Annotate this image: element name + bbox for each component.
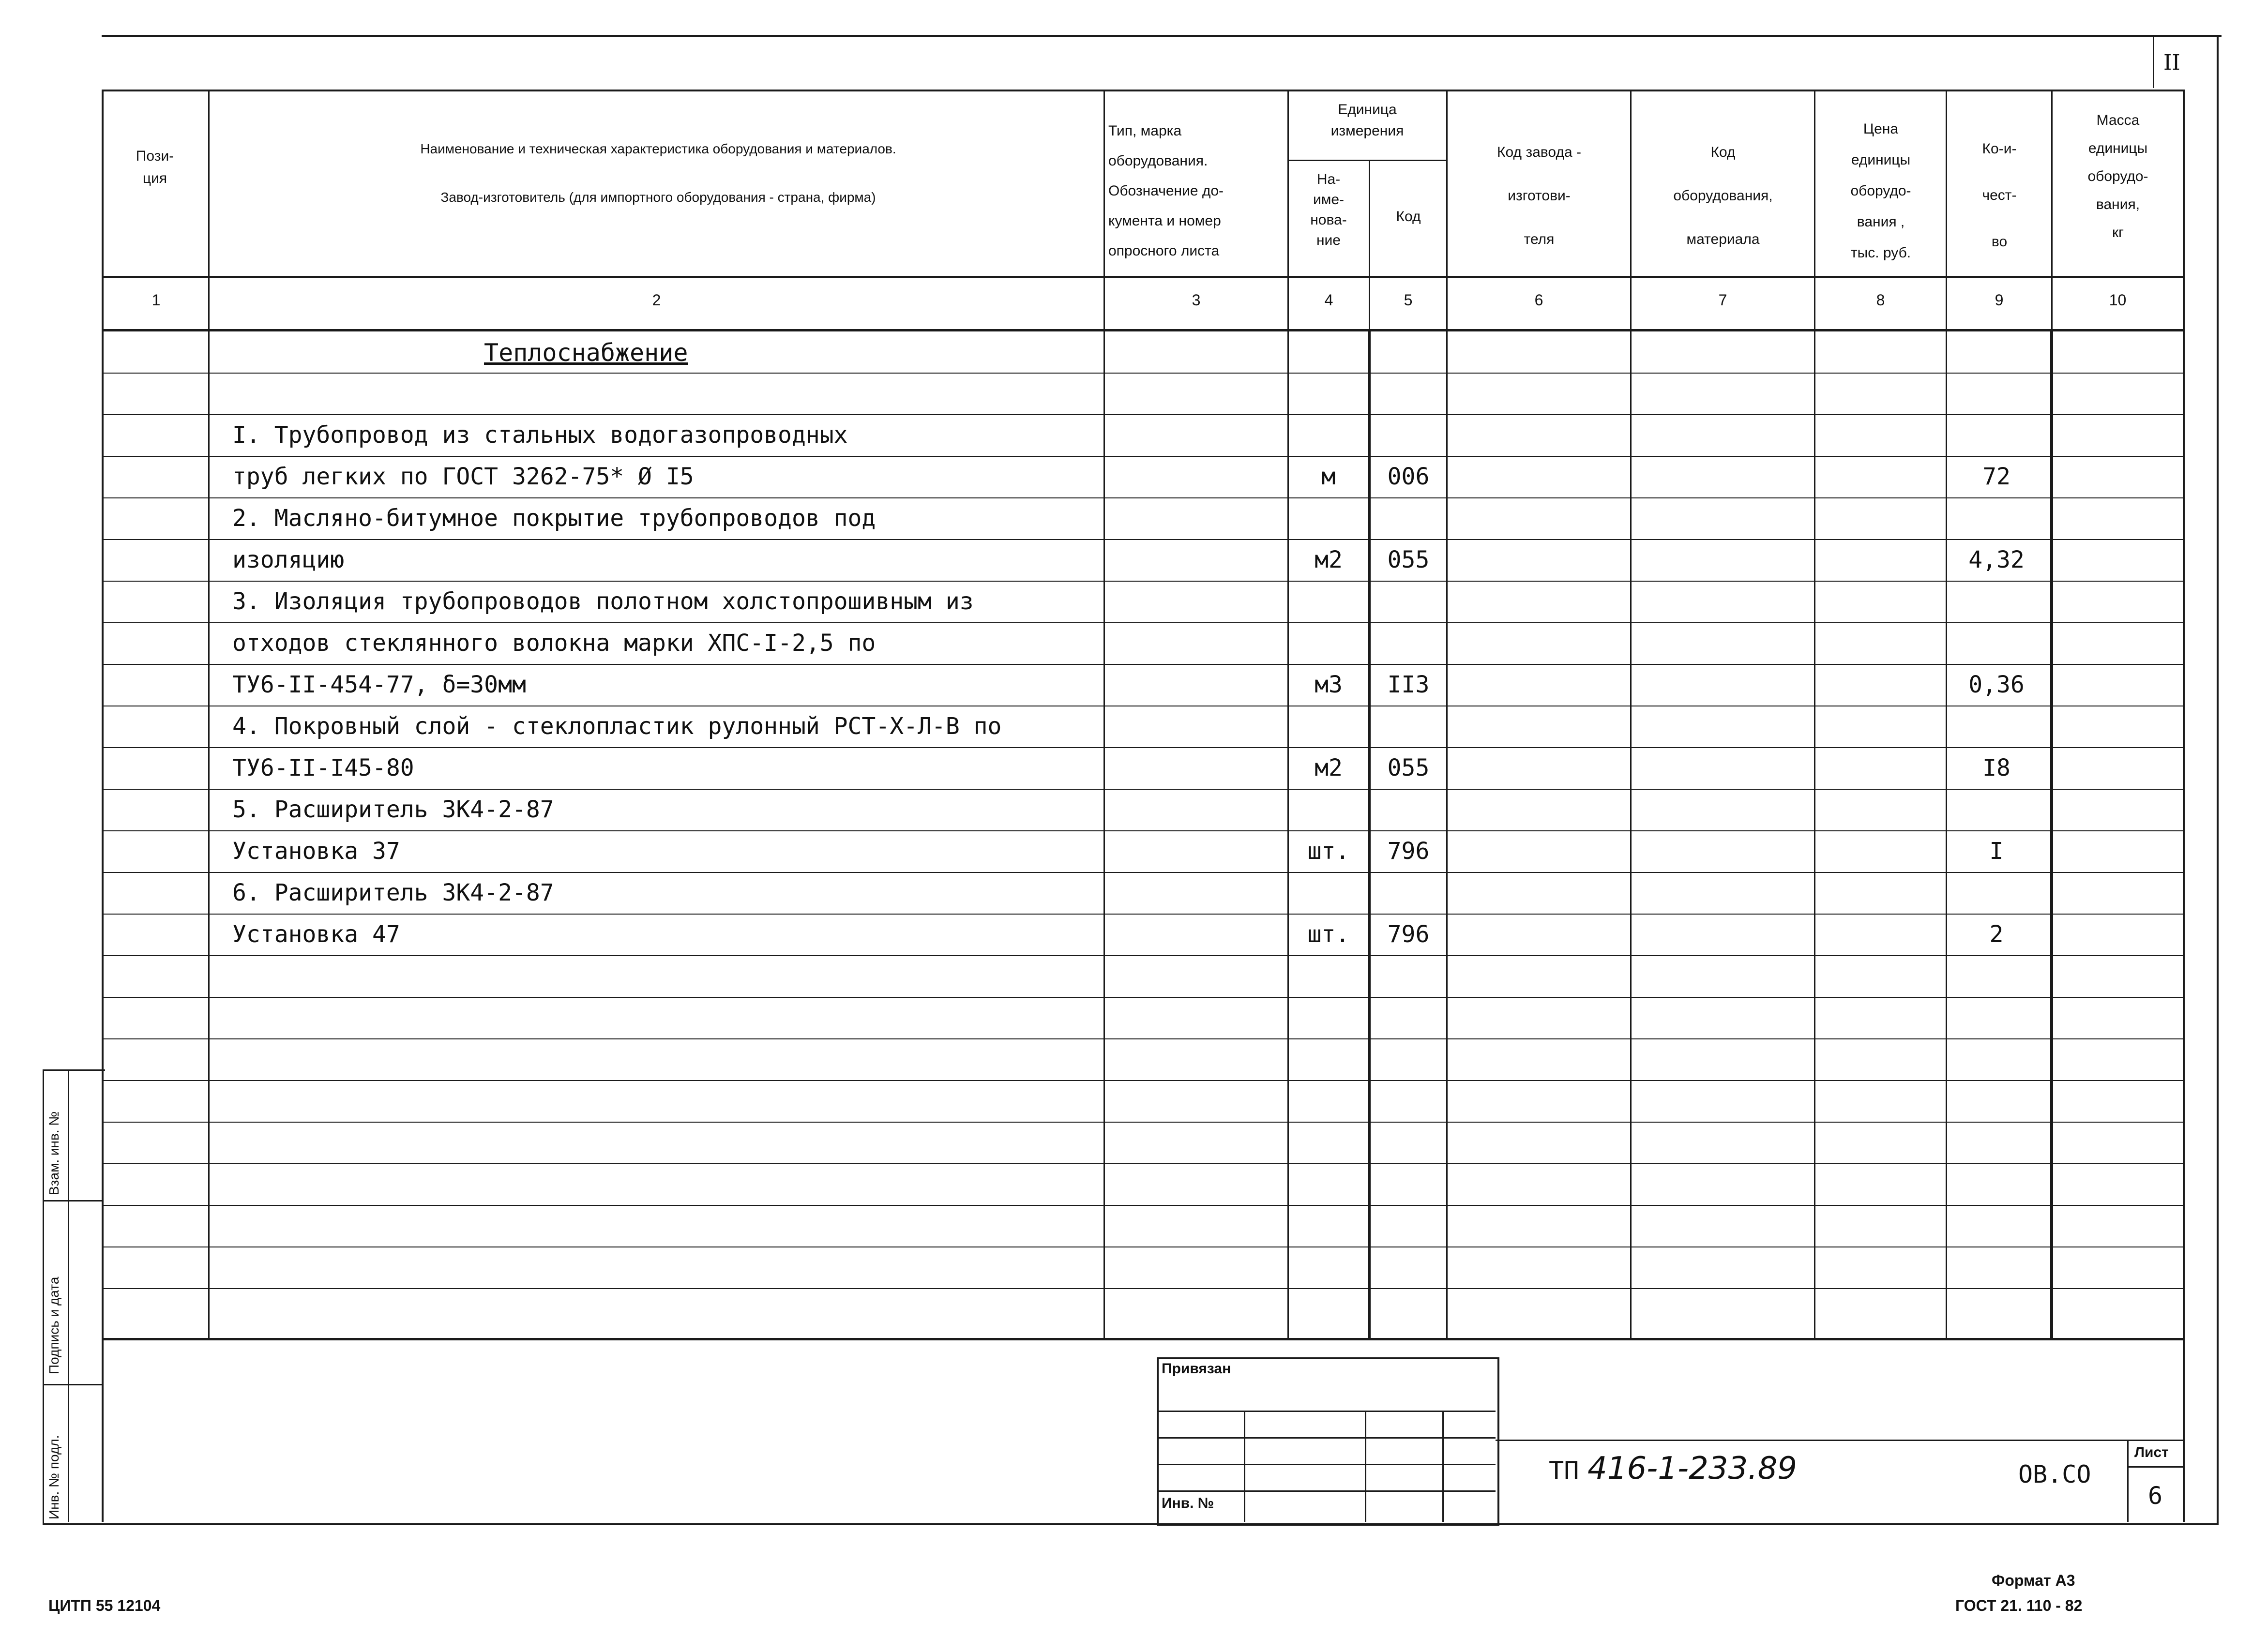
item-name: изоляцию bbox=[232, 546, 345, 573]
header-type-mark: Тип, марка оборудования. Обозначение до- кумента и номер опросного листа bbox=[1108, 123, 1224, 259]
item-quantity: 72 bbox=[1982, 463, 2010, 490]
sheet-label: Лист bbox=[2134, 1444, 2169, 1460]
table-body-bottom-line bbox=[102, 1338, 2185, 1340]
item-unit-code: 796 bbox=[1387, 838, 1430, 865]
item-name: 5. Расширитель ЗК4-2-87 bbox=[232, 796, 554, 823]
table-row bbox=[0, 414, 2252, 456]
doc-code-handwritten: 416-1-233.89 bbox=[1587, 1451, 1797, 1487]
table-row bbox=[0, 872, 2252, 914]
footer-format: Формат А3 bbox=[1992, 1572, 2075, 1589]
item-unit: м2 bbox=[1315, 546, 1343, 573]
doc-mark: ОВ.СО bbox=[2018, 1460, 2091, 1488]
item-name: ТУ6-II-I45-80 bbox=[232, 754, 414, 781]
header-name-line2: Завод-изготовитель (для импортного оборудования - страна, фирма) bbox=[440, 190, 876, 205]
footer-gost: ГОСТ 21. 110 - 82 bbox=[1955, 1597, 2083, 1614]
sheet-corner-number: II bbox=[2163, 50, 2180, 75]
stamp-vline-2 bbox=[1365, 1411, 1366, 1522]
item-unit-code: 055 bbox=[1387, 546, 1430, 573]
table-row bbox=[0, 789, 2252, 830]
stamp-line-1 bbox=[1157, 1411, 1496, 1412]
unit-group-line bbox=[1287, 160, 1447, 161]
stamp-privyazan-label: Привязан bbox=[1162, 1361, 1231, 1377]
sheet-box-mid bbox=[2127, 1466, 2185, 1468]
item-quantity: 2 bbox=[1989, 921, 2004, 948]
item-name: Установка 37 bbox=[232, 838, 400, 865]
title-block-top-line bbox=[1496, 1440, 2185, 1441]
table-row bbox=[0, 497, 2252, 539]
item-unit: шт. bbox=[1307, 838, 1350, 865]
item-unit-code: II3 bbox=[1387, 671, 1430, 698]
item-name: отходов стеклянного волокна марки ХПС-I-2,5 по bbox=[232, 630, 876, 657]
table-row bbox=[0, 664, 2252, 706]
col-number-10: 10 bbox=[2109, 291, 2127, 309]
sheet-box-left bbox=[2127, 1440, 2129, 1522]
header-name-line1: Наименование и техническая характеристика оборудования и материалов. bbox=[420, 141, 896, 156]
header-unit-mass: Масса единицы оборудо- вания, кг bbox=[2087, 112, 2148, 240]
item-unit: м bbox=[1321, 463, 1336, 490]
header-bottom-line bbox=[102, 276, 2185, 278]
table-row bbox=[0, 456, 2252, 497]
col-number-4: 4 bbox=[1324, 291, 1333, 309]
item-name: труб легких по ГОСТ 3262-75* Ø I5 bbox=[232, 463, 694, 490]
footer-left-code: ЦИТП 55 12104 bbox=[48, 1597, 161, 1614]
item-name: 6. Расширитель ЗК4-2-87 bbox=[232, 879, 554, 906]
table-top-line bbox=[102, 90, 2185, 91]
section-title: Теплоснабжение bbox=[484, 339, 688, 367]
item-name: 2. Масляно-битумное покрытие трубопроводов под bbox=[232, 505, 876, 532]
header-unit-group: Единица измерения bbox=[1330, 102, 1404, 139]
header-unit-code: Код bbox=[1396, 209, 1421, 225]
item-name: I. Трубопровод из стальных водогазопроводных bbox=[232, 421, 848, 449]
side-label-inv-podl: Инв. № подл. bbox=[46, 1435, 61, 1519]
table-row bbox=[0, 914, 2252, 955]
header-quantity: Ко-и- чест- во bbox=[1982, 141, 2017, 250]
header-maker-code: Код завода - изготови- теля bbox=[1497, 144, 1581, 247]
side-strip-sep-1 bbox=[43, 1200, 104, 1201]
doc-code-prefix: ТП bbox=[1549, 1457, 1579, 1486]
item-quantity: 4,32 bbox=[1968, 546, 2025, 573]
table-row bbox=[0, 622, 2252, 664]
item-unit-code: 055 bbox=[1387, 754, 1430, 781]
item-unit: м3 bbox=[1315, 671, 1343, 698]
item-name: 3. Изоляция трубопроводов полотном холстопрошивным из bbox=[232, 588, 974, 615]
table-body bbox=[0, 414, 2252, 956]
stamp-line-3 bbox=[1157, 1464, 1496, 1465]
side-label-podpis: Подпись и дата bbox=[46, 1277, 61, 1374]
colnum-bottom-line bbox=[102, 329, 2185, 331]
col-number-8: 8 bbox=[1876, 291, 1885, 309]
table-row bbox=[0, 830, 2252, 872]
stamp-inv-label: Инв. № bbox=[1162, 1495, 1214, 1511]
item-name: Установка 47 bbox=[232, 921, 400, 948]
col-number-2: 2 bbox=[652, 291, 661, 309]
col-number-3: 3 bbox=[1192, 291, 1201, 309]
table-row bbox=[0, 581, 2252, 622]
item-quantity: I bbox=[1989, 838, 2004, 865]
table-row bbox=[0, 747, 2252, 789]
col-number-7: 7 bbox=[1718, 291, 1727, 309]
corner-box-line bbox=[2153, 35, 2154, 88]
stamp-vline-3 bbox=[1442, 1411, 1444, 1522]
item-quantity: 0,36 bbox=[1968, 671, 2025, 698]
sheet-number: 6 bbox=[2148, 1482, 2163, 1510]
stamp-line-2 bbox=[1157, 1437, 1496, 1439]
item-name: 4. Покровный слой - стеклопластик рулонный РСТ-Х-Л-В по bbox=[232, 713, 1002, 740]
header-position: Пози- ция bbox=[136, 148, 174, 186]
table-row bbox=[0, 706, 2252, 747]
stamp-line-4 bbox=[1157, 1490, 1496, 1492]
top-border-line bbox=[102, 35, 2222, 37]
header-equipment-code: Код оборудования, материала bbox=[1673, 144, 1773, 247]
item-unit: м2 bbox=[1315, 754, 1343, 781]
item-unit-code: 796 bbox=[1387, 921, 1430, 948]
col-number-9: 9 bbox=[1995, 291, 2004, 309]
header-unit-name: На- име- нова- ние bbox=[1310, 171, 1347, 248]
col-number-5: 5 bbox=[1404, 291, 1413, 309]
item-name: ТУ6-II-454-77, δ=30мм bbox=[232, 671, 526, 698]
side-strip-divider bbox=[68, 1069, 69, 1522]
table-row bbox=[0, 539, 2252, 581]
side-strip-sep-2 bbox=[43, 1384, 104, 1385]
item-unit-code: 006 bbox=[1387, 463, 1430, 490]
col-number-1: 1 bbox=[151, 291, 161, 309]
item-quantity: I8 bbox=[1982, 754, 2010, 781]
header-unit-price: Цена единицы оборудо- вания , тыс. руб. bbox=[1850, 121, 1911, 261]
side-label-vzam: Взам. инв. № bbox=[46, 1111, 61, 1195]
stamp-vline-1 bbox=[1244, 1411, 1245, 1522]
col-number-6: 6 bbox=[1534, 291, 1543, 309]
item-unit: шт. bbox=[1307, 921, 1350, 948]
